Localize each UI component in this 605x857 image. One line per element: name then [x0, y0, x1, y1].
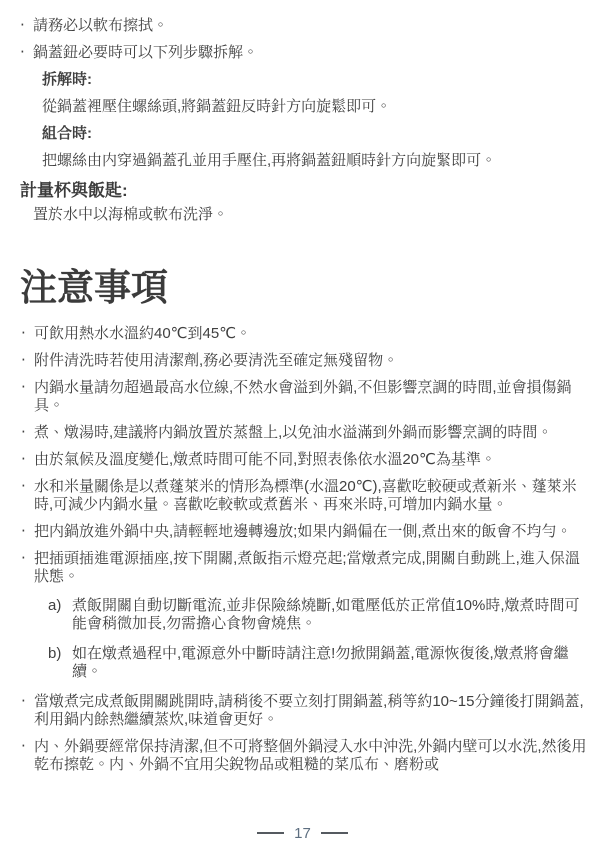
sub-step-text: 從鍋蓋裡壓住螺絲頭,將鍋蓋鈕反時針方向旋鬆即可。 — [42, 98, 392, 115]
note-item — [20, 325, 587, 343]
bullet-icon: ‧ — [21, 352, 26, 369]
page-footer — [0, 825, 605, 843]
bullet-icon: ‧ — [21, 379, 26, 396]
note-text: 水和米量關係是以煮蓬萊米的情形為標準(水溫20℃),喜歡吃較硬或煮新米、蓬萊米時,可減少内鍋水量。喜歡吃較軟或煮舊米、再來米時,可增加内鍋水量。 — [34, 478, 577, 513]
bullet-icon: ‧ — [21, 325, 26, 342]
note-item — [20, 451, 587, 469]
bullet-icon: ‧ — [21, 738, 26, 755]
note-subitem — [48, 645, 587, 681]
sub-step-label: 拆解時: — [42, 71, 92, 88]
precautions-section — [20, 266, 587, 774]
page-number: 17 — [294, 825, 311, 842]
care-bullet-text: 請務必以軟布擦拭。 — [33, 17, 169, 34]
bullet-icon: ‧ — [21, 693, 26, 710]
note-item — [20, 523, 587, 541]
care-bullet-list — [20, 17, 587, 62]
cup-section-heading: 計量杯與飯匙: — [20, 181, 128, 200]
bullet-icon: ‧ — [21, 550, 26, 567]
bullet-icon: ‧ — [20, 17, 25, 34]
note-item — [20, 352, 587, 370]
footer-dash-left — [257, 832, 284, 834]
note-text: 把插頭插進電源插座,按下開關,煮飯指示燈亮起;當燉煮完成,開關自動跳上,進入保溫狀態。 — [34, 550, 580, 585]
sub-step-label: 組合時: — [42, 125, 92, 142]
notes-list — [20, 325, 587, 774]
precautions-heading: 注意事項 — [20, 267, 168, 308]
note-subitem — [48, 597, 587, 633]
note-subitems — [48, 597, 587, 681]
care-bullet-item — [20, 17, 587, 35]
care-sub-step — [42, 71, 587, 116]
footer-dash-right — [321, 832, 348, 834]
care-sub-step — [42, 125, 587, 170]
note-item — [20, 550, 587, 681]
bullet-icon: ‧ — [21, 424, 26, 441]
bullet-icon: ‧ — [21, 478, 26, 495]
care-bullet-item — [20, 44, 587, 62]
note-text: 可飲用熱水水溫約40℃到45℃。 — [34, 325, 252, 342]
note-item — [20, 424, 587, 442]
note-text: 附件清洗時若使用清潔劑,務必要清洗至確定無殘留物。 — [34, 352, 399, 369]
note-text: 内、外鍋要經常保持清潔,但不可將整個外鍋浸入水中沖洗,外鍋内壁可以水洗,然後用乾布擦乾。内、外鍋不宜用尖銳物品或粗糙的菜瓜布、磨粉或 — [34, 738, 587, 773]
care-sub-steps — [42, 71, 587, 170]
care-bullet-text: 鍋蓋鈕必要時可以下列步驟拆解。 — [33, 44, 259, 61]
subitem-text: 如在燉煮過程中,電源意外中斷時請注意!勿掀開鍋蓋,電源恢復後,燉煮將會繼續。 — [72, 645, 569, 680]
subitem-marker: a) — [48, 597, 62, 614]
bullet-icon: ‧ — [21, 523, 26, 540]
care-instructions-section — [20, 17, 587, 170]
note-item — [20, 738, 587, 774]
note-text: 煮、燉湯時,建議將内鍋放置於蒸盤上,以免油水溢滿到外鍋而影響烹調的時間。 — [34, 424, 553, 441]
bullet-icon: ‧ — [20, 44, 25, 61]
subitem-text: 煮飯開關自動切斷電流,並非保險絲燒斷,如電壓低於正常值10%時,燉煮時間可能會稍微加長,勿需擔心食物會燒焦。 — [72, 597, 580, 632]
note-text: 把内鍋放進外鍋中央,請輕輕地邊轉邊放;如果内鍋偏在一側,煮出來的飯會不均勻。 — [34, 523, 572, 540]
note-text: 内鍋水量請勿超過最高水位線,不然水會溢到外鍋,不但影響烹調的時間,並會損傷鍋具。 — [34, 379, 572, 414]
note-item — [20, 379, 587, 415]
note-text: 由於氣候及溫度變化,燉煮時間可能不同,對照表係依水溫20℃為基準。 — [34, 451, 496, 468]
cup-and-scoop-section — [20, 179, 587, 224]
subitem-marker: b) — [48, 645, 62, 662]
note-item — [20, 478, 587, 514]
note-text: 當燉煮完成煮飯開關跳開時,請稍後不要立刻打開鍋蓋,稍等約10~15分鐘後打開鍋蓋,利用鍋内餘熱繼續蒸炊,味道會更好。 — [34, 693, 584, 728]
bullet-icon: ‧ — [21, 451, 26, 468]
sub-step-text: 把螺絲由内穿過鍋蓋孔並用手壓住,再將鍋蓋鈕順時針方向旋緊即可。 — [42, 152, 497, 169]
cup-section-text: 置於水中以海棉或軟布洗淨。 — [33, 206, 229, 223]
note-item — [20, 693, 587, 729]
